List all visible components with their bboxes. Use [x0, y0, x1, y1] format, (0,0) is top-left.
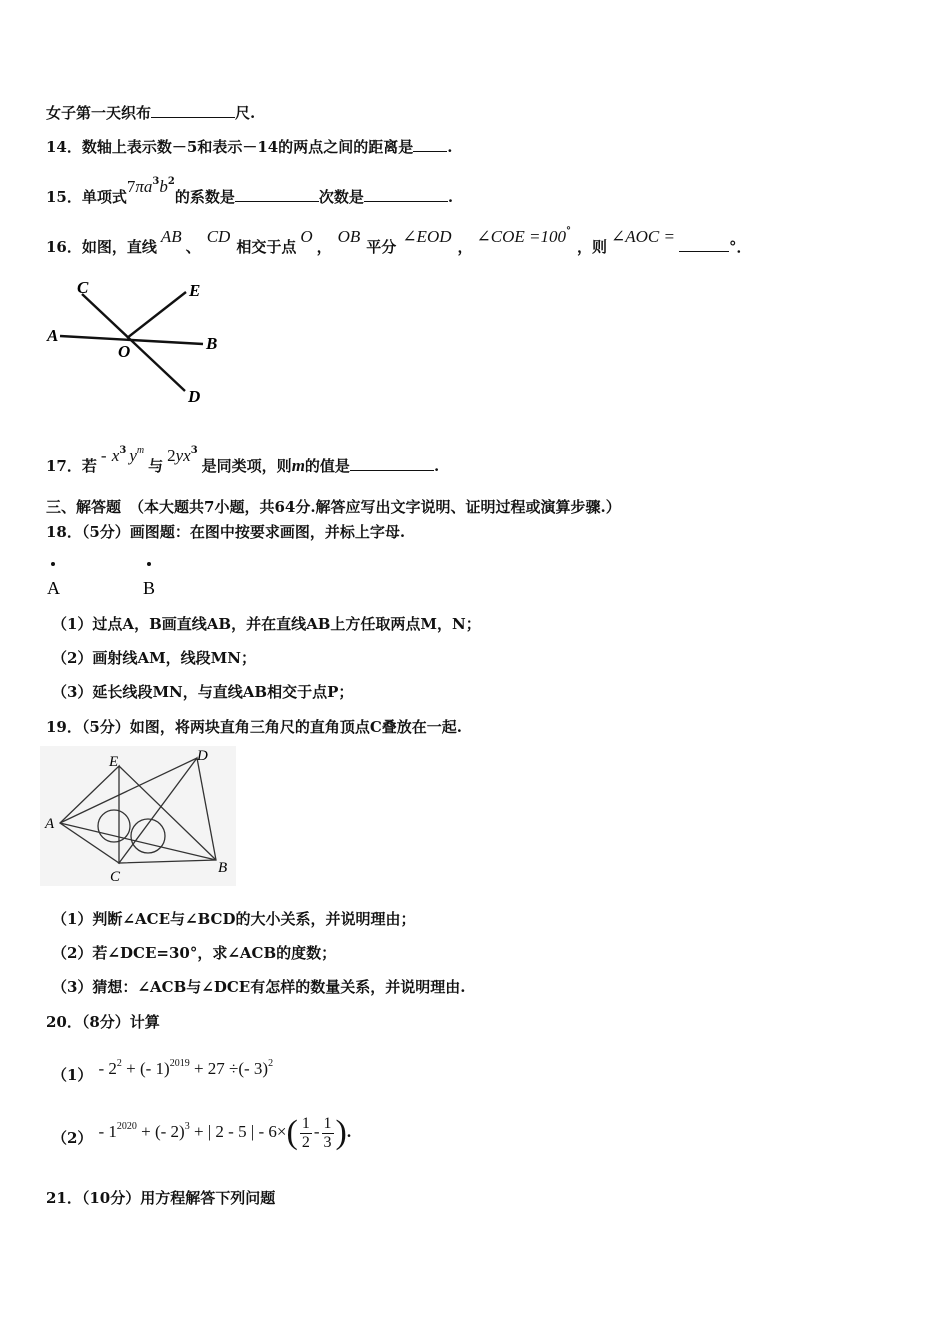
question-16: 16．如图，直线AB、CD相交于点O，OB平分∠EOD，∠COE =100°，则∠AOC =°．	[46, 226, 752, 256]
q16-label-e: E	[189, 281, 201, 300]
q15-number: 15．	[46, 188, 82, 206]
q17-term-1: - $x^3$ $y^m$	[100, 445, 145, 465]
ray-oe	[127, 292, 186, 338]
q18-points-figure	[40, 556, 180, 600]
q13-prefix: 女子第一天织布	[46, 104, 152, 122]
q14-answer-blank[interactable]	[413, 135, 447, 152]
q15-degree-blank[interactable]	[364, 185, 448, 202]
point-a-label: A	[47, 578, 60, 598]
q18-item-3: （3）延长线段MN，与直线AB相交于点P；	[52, 683, 354, 701]
q18-item-2: （2）画射线AM，线段MN；	[52, 649, 256, 667]
q13-suffix: 尺.	[235, 104, 256, 122]
q15-text-b: 的系数是	[174, 188, 235, 206]
q14-number: 14．	[46, 138, 82, 156]
q13-answer-blank[interactable]	[151, 101, 235, 118]
q17-number: 17．	[46, 457, 82, 475]
q17-term-2: $2yx^3$	[167, 445, 198, 465]
question-19	[46, 717, 462, 737]
point-b-dot	[147, 562, 151, 566]
q19-number: 19．	[46, 718, 82, 736]
q13-line	[46, 101, 255, 123]
q18-text: （5分）画图题：在图中按要求画图，并标上字母.	[81, 523, 406, 541]
q19-item-1: （1）判断∠ACE与∠BCD的大小关系，并说明理由；	[52, 910, 416, 928]
q18-item-1: （1）过点A，B画直线AB，并在直线AB上方任取两点M，N；	[52, 615, 481, 633]
q16-label-d: D	[188, 387, 201, 406]
q19-label-d: D	[197, 748, 208, 764]
q16-number: 16．	[46, 238, 82, 256]
q19-label-c: C	[110, 869, 121, 885]
q14-end: .	[447, 138, 453, 156]
point-a-dot	[51, 562, 55, 566]
q19-label-e: E	[109, 754, 119, 770]
q20-part-2-label: （2）	[52, 1129, 93, 1147]
q20-part-1-label: （1）	[52, 1066, 93, 1084]
q21-number: 21．	[46, 1189, 82, 1207]
section-3-note: （本大题共7小题，共64分.解答应写出文字说明、证明过程或演算步骤.）	[129, 498, 621, 516]
q15-text-a: 单项式	[81, 188, 127, 206]
section-3-heading	[46, 497, 621, 517]
q16-answer-blank[interactable]	[679, 235, 729, 252]
q19-figure	[40, 746, 236, 886]
q15-coef-blank[interactable]	[235, 185, 319, 202]
question-15	[46, 176, 454, 207]
section-3-title: 三、解答题	[46, 498, 122, 516]
q20-text: （8分）计算	[81, 1013, 160, 1031]
fraction-one-third: $\frac{1}{3}$	[323, 1114, 332, 1151]
question-17: 17．若- $x^3$ $y^m$与$2yx^3$是同类项，则m的值是 .	[46, 445, 440, 475]
q20-number: 20．	[46, 1013, 82, 1031]
q16-figure	[40, 278, 230, 408]
q16-label-o: O	[118, 342, 131, 361]
q19-item-2: （2）若∠DCE=30°，求∠ACB的度数；	[52, 944, 337, 962]
q14-text: 数轴上表示数－5和表示－14的两点之间的距离是	[81, 138, 414, 156]
point-b-label: B	[143, 578, 156, 598]
question-18	[46, 522, 405, 542]
q16-label-c: C	[77, 278, 89, 297]
q15-end: .	[447, 188, 454, 206]
question-20	[46, 1012, 160, 1032]
q20-part-1-expr: - $2^2$ + (- 1)$^{2019}$ + 27 ÷(- 3)$^2$	[98, 1058, 274, 1078]
q16-label-b: B	[206, 334, 218, 353]
q15-text-c: 次数是	[318, 188, 364, 206]
fraction-one-half: $\frac{1}{2}$	[301, 1114, 310, 1151]
q15-monomial: $7\pi a^3b^2$	[126, 176, 175, 196]
q19-item-3: （3）猜想：∠ACB与∠DCE有怎样的数量关系，并说明理由.	[52, 978, 466, 996]
question-14	[46, 135, 452, 157]
q20-part-1	[52, 1049, 273, 1090]
q21-text: （10分）用方程解答下列问题	[81, 1189, 276, 1207]
question-21	[46, 1188, 275, 1208]
q17-answer-blank[interactable]	[350, 454, 434, 471]
q18-number: 18．	[46, 523, 82, 541]
q19-text: （5分）如图，将两块直角三角尺的直角顶点C叠放在一起.	[81, 718, 462, 736]
q20-part-2-expr: - $1^{2020}$ + (- 2)$^3$ + | 2 - 5 | - 6×( $\frac{1}{2}$ - $\frac{1}{3}$ ).	[98, 1114, 352, 1152]
q19-label-b: B	[218, 860, 228, 876]
q16-label-a: A	[47, 326, 59, 345]
q20-part-2	[52, 1105, 351, 1160]
q19-label-a: A	[45, 816, 55, 832]
